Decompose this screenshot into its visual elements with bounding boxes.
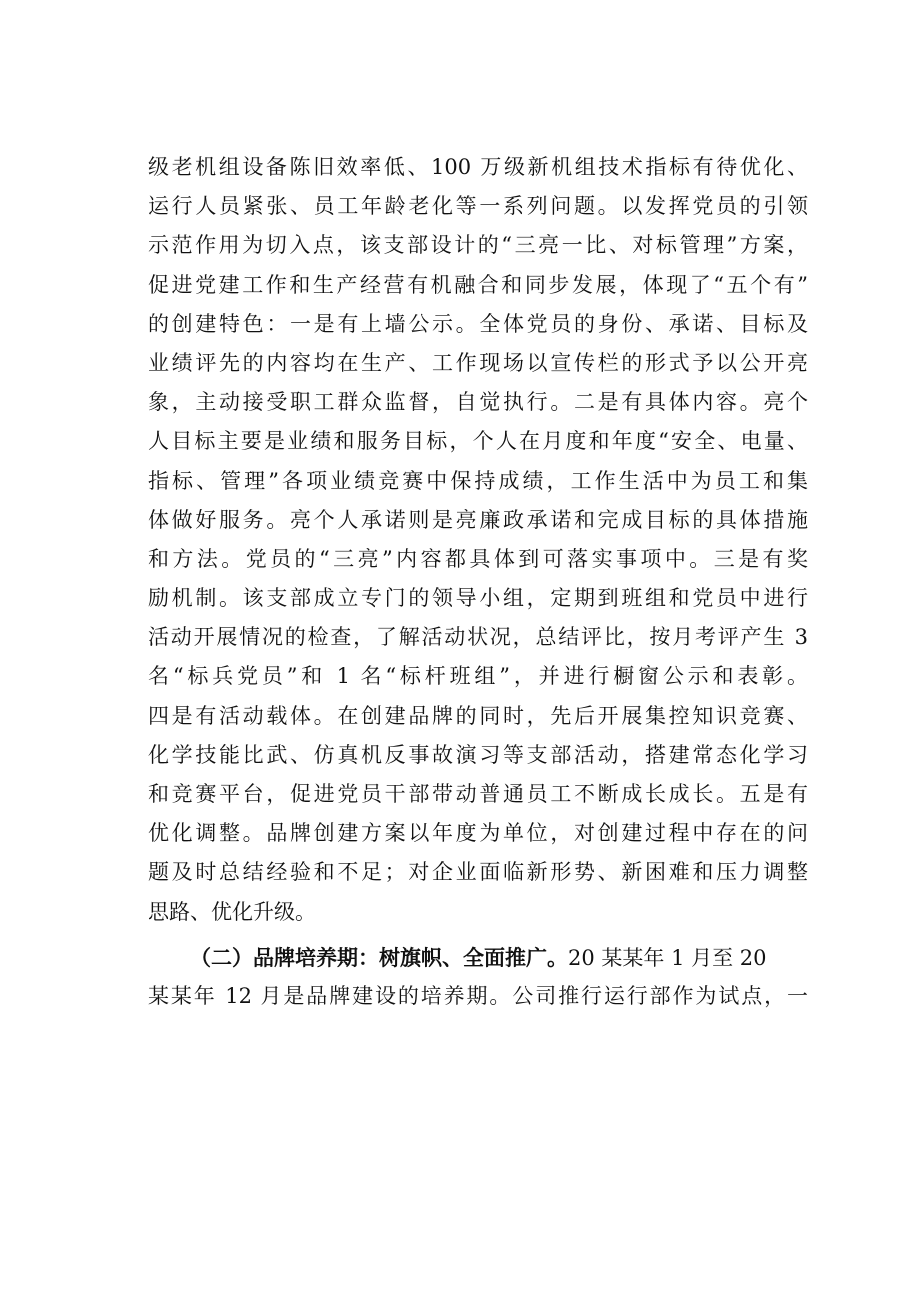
text-line: 优化调整。品牌创建方案以年度为单位，对创建过程中存在的问: [148, 821, 808, 846]
text-line: 和竞赛平台，促进党员干部带动普通员工不断成长成长。五是有: [148, 782, 808, 806]
text-line: 思路、优化升级。: [148, 899, 316, 924]
text-line: 体做好服务。亮个人承诺则是亮廉政承诺和完成目标的具体措施: [148, 507, 808, 532]
text-line: 示范作用为切入点，该支部设计的“三亮一比、对标管理”方案，: [148, 233, 808, 258]
text-line: 级老机组设备陈旧效率低、100 万级新机组技术指标有待优化、: [148, 155, 808, 179]
section-heading: （二）品牌培养期：树旗帜、全面推广。: [190, 944, 568, 970]
text-line: 促进党建工作和生产经营有机融合和同步发展，体现了“五个有”: [148, 272, 808, 297]
text-line: 指标、管理”各项业绩竞赛中保持成绩，工作生活中为员工和集: [148, 468, 808, 493]
paragraph-1: [148, 148, 808, 932]
text-line: 业绩评先的内容均在生产、工作现场以宣传栏的形式予以公开亮: [148, 350, 808, 375]
text-line: 励机制。该支部成立专门的领导小组，定期到班组和党员中进行: [148, 586, 808, 611]
text-line: 象，主动接受职工群众监督，自觉执行。二是有具体内容。亮个: [148, 390, 808, 415]
text-line: 题及时总结经验和不足；对企业面临新形势、新困难和压力调整: [148, 860, 808, 885]
text-line: 某某年 12 月是品牌建设的培养期。公司推行运行部作为试点，一: [148, 983, 808, 1008]
text-line: 的创建特色：一是有上墙公示。全体党员的身份、承诺、目标及: [148, 311, 808, 336]
section-heading-continuation: 20 某某年 1 月至 20: [568, 945, 767, 970]
text-line: 人目标主要是业绩和服务目标，个人在月度和年度“安全、电量、: [148, 429, 808, 454]
body-text: [148, 148, 808, 1016]
text-line: 化学技能比武、仿真机反事故演习等支部活动，搭建常态化学习: [148, 742, 808, 767]
text-line: 四是有活动载体。在创建品牌的同时，先后开展集控知识竞赛、: [148, 703, 808, 728]
paragraph-2: [148, 938, 808, 1016]
text-line: 运行人员紧张、员工年龄老化等一系列问题。以发挥党员的引领: [148, 194, 808, 219]
text-line: 和方法。党员的“三亮”内容都具体到可落实事项中。三是有奖: [148, 546, 808, 571]
text-line: 名“标兵党员”和 1 名“标杆班组”，并进行橱窗公示和表彰。: [148, 664, 808, 689]
text-line: [148, 938, 808, 977]
text-line: 活动开展情况的检查，了解活动状况，总结评比，按月考评产生 3: [148, 625, 808, 650]
